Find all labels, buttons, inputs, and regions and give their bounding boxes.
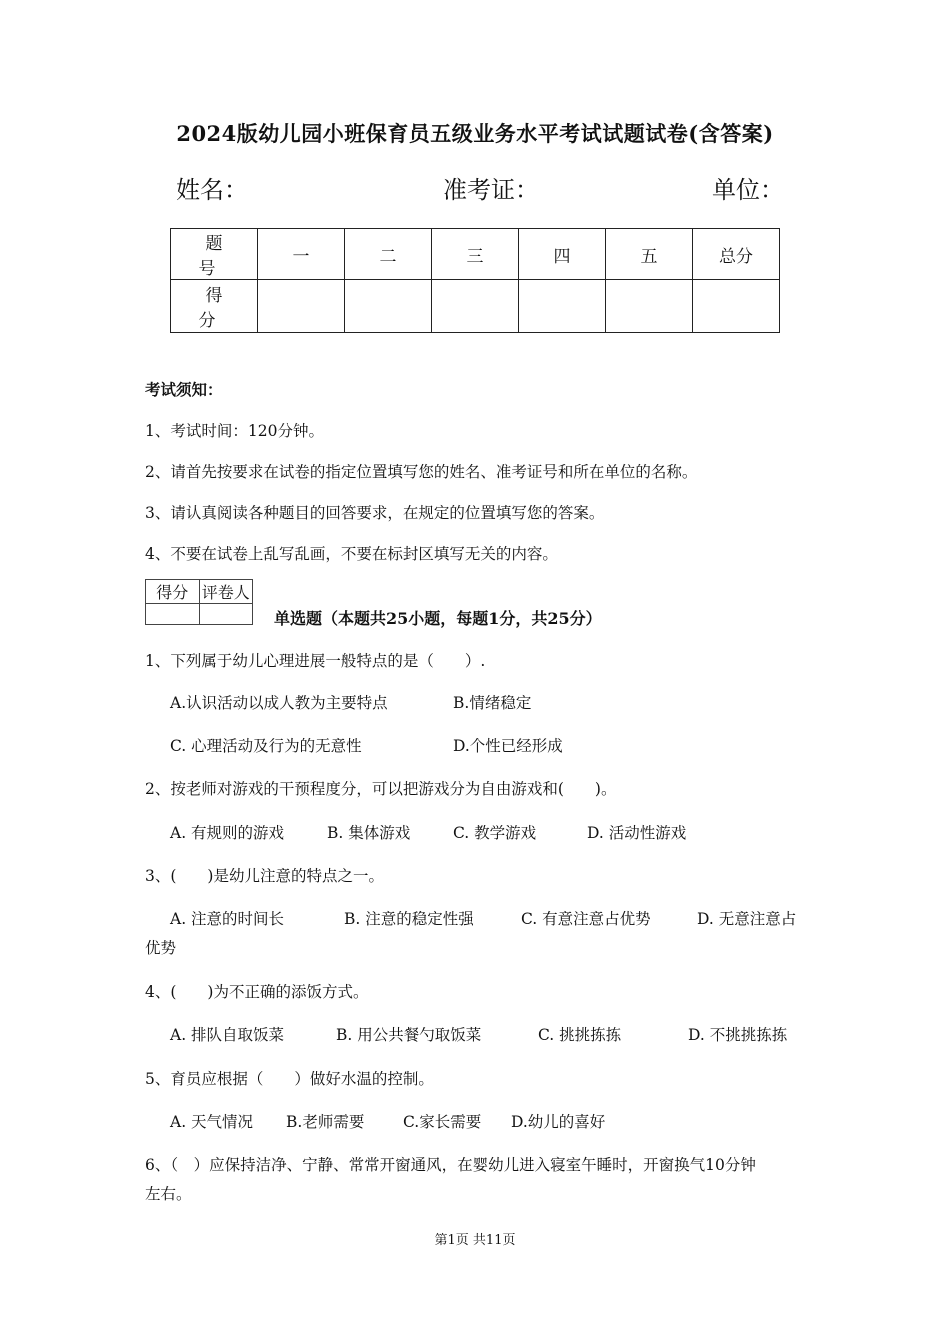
question-1-option-c: C. 心理活动及行为的无意性 [170,737,362,755]
column-header: 一 [258,229,345,280]
column-header: 五 [606,229,693,280]
question-5-option-c: C.家长需要 [403,1113,482,1131]
score-cell[interactable] [606,280,693,333]
question-1-option-a: A.认识活动以成人教为主要特点 [170,694,388,712]
question-4-option-c: C. 挑挑拣拣 [538,1026,622,1044]
question-3-option-b: B. 注意的稳定性强 [344,910,474,928]
question-1-stem: 1、下列属于幼儿心理进展一般特点的是（ ）. [145,652,486,670]
notice-item: 2、请首先按要求在试卷的指定位置填写您的姓名、准考证号和所在单位的名称。 [145,463,698,481]
grader-box [145,579,253,625]
notice-heading: 考试须知： [145,380,223,399]
grader-score-label: 得分 [146,580,200,604]
question-3-stem: 3、( )是幼儿注意的特点之一。 [145,867,384,885]
question-2-option-a: A. 有规则的游戏 [170,824,285,842]
question-1-option-b: B.情绪稳定 [453,694,532,712]
question-3-option-a: A. 注意的时间长 [170,910,285,928]
question-4-option-b: B. 用公共餐勺取饭菜 [336,1026,482,1044]
question-number-label: 题 号 [171,229,258,280]
question-2-option-d: D. 活动性游戏 [587,824,687,842]
exam-id-field-label: 准考证： [443,176,539,204]
score-cell[interactable] [345,280,432,333]
score-cell[interactable] [432,280,519,333]
grader-score-cell[interactable] [146,604,200,625]
question-5-option-a: A. 天气情况 [170,1113,254,1131]
question-3-option-c: C. 有意注意占优势 [521,910,651,928]
column-header: 四 [519,229,606,280]
notice-item: 3、请认真阅读各种题目的回答要求，在规定的位置填写您的答案。 [145,504,605,522]
question-2-option-b: B. 集体游戏 [327,824,411,842]
score-row-label: 得 分 [171,280,258,333]
question-3-option-d: D. 无意注意占 [697,910,797,928]
score-cell[interactable] [519,280,606,333]
question-4-option-a: A. 排队自取饭菜 [170,1026,285,1044]
column-header: 二 [345,229,432,280]
column-header-total: 总分 [693,229,780,280]
question-4-stem: 4、( )为不正确的添饭方式。 [145,983,369,1001]
page-number: 第1页 共11页 [434,1233,516,1248]
grader-name-cell[interactable] [199,604,253,625]
score-cell[interactable] [258,280,345,333]
question-6-stem-wrap: 左右。 [145,1185,192,1203]
question-2-option-c: C. 教学游戏 [453,824,537,842]
section-title: 单选题（本题共25小题，每题1分，共25分） [274,609,602,628]
score-table [170,228,780,333]
question-5-stem: 5、育员应根据（ ）做好水温的控制。 [145,1070,434,1088]
question-6-stem: 6、（ ）应保持洁净、宁静、常常开窗通风，在婴幼儿进入寝室午睡时，开窗换气10分钟 [145,1156,756,1174]
score-table-score-row [171,280,780,333]
notice-item: 4、不要在试卷上乱写乱画，不要在标封区填写无关的内容。 [145,545,558,563]
column-header: 三 [432,229,519,280]
question-5-option-d: D.幼儿的喜好 [511,1113,606,1131]
score-table-header-row [171,229,780,280]
question-5-option-b: B.老师需要 [286,1113,365,1131]
unit-field-label: 单位： [712,176,784,204]
name-field-label: 姓名： [176,176,248,204]
page-title: 2024版幼儿园小班保育员五级业务水平考试试题试卷(含答案) [176,121,774,146]
grader-name-label: 评卷人 [199,580,253,604]
question-2-stem: 2、按老师对游戏的干预程度分，可以把游戏分为自由游戏和( )。 [145,780,617,798]
question-1-option-d: D.个性已经形成 [453,737,563,755]
question-3-option-d-wrap: 优势 [145,939,177,957]
question-4-option-d: D. 不挑挑拣拣 [688,1026,788,1044]
notice-item: 1、考试时间：120分钟。 [145,422,324,440]
score-cell-total[interactable] [693,280,780,333]
